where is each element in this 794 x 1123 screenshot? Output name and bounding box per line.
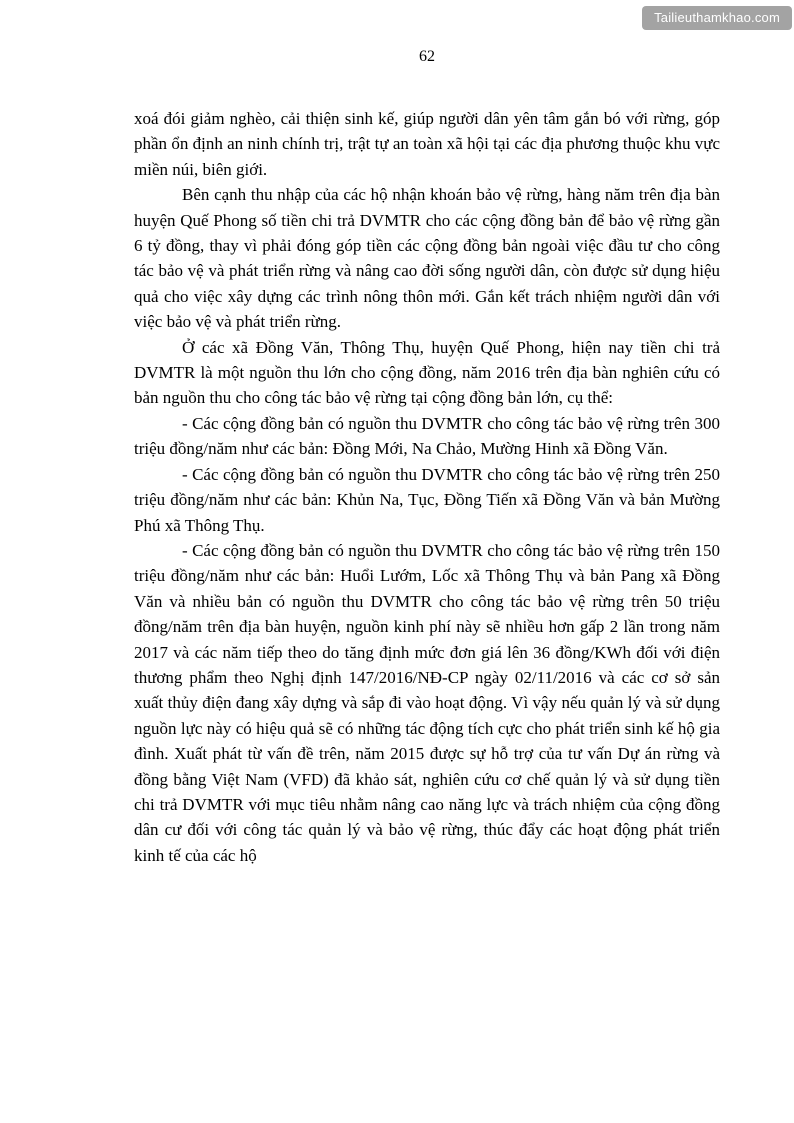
paragraph: - Các cộng đồng bản có nguồn thu DVMTR cho công tác bảo vệ rừng trên 250 triệu đồng/năm như các bản: Khủn Na, Tục, Đồng Tiến xã Đồng Văn và bản Mường Phú xã Thông Thụ. [134,464,720,535]
paragraph: Ở các xã Đồng Văn, Thông Thụ, huyện Quế Phong, hiện nay tiền chi trả DVMTR là một nguồn thu lớn cho cộng đồng, năm 2016 trên địa bàn nghiên cứu có bản nguồn thu cho công tác bảo vệ rừng tại cộng đồng bản lớn, cụ thể: [134,337,720,408]
watermark-badge: Tailieuthamkhao.com [642,6,792,30]
paragraph: xoá đói giảm nghèo, cải thiện sinh kế, giúp người dân yên tâm gắn bó với rừng, góp phần ổn định an ninh chính trị, trật tự an toàn xã hội tại các địa phương thuộc khu vực miền núi, biên giới. [134,109,720,179]
document-body [134,106,720,868]
paragraph: Bên cạnh thu nhập của các hộ nhận khoán bảo vệ rừng, hàng năm trên địa bàn huyện Quế Phong số tiền chi trả DVMTR cho các cộng đồng bản để bảo vệ rừng gần 6 tỷ đồng, thay vì phải đóng góp tiền các cộng đồng bản ngoài việc đầu tư cho công tác bảo vệ và phát triển rừng và nâng cao đời sống người dân, còn được sử dụng hiệu quả cho việc xây dựng các trình nông thôn mới. Gắn kết trách nhiệm người dân với việc bảo vệ và phát triển rừng. [134,185,720,332]
paragraph: - Các cộng đồng bản có nguồn thu DVMTR cho công tác bảo vệ rừng trên 150 triệu đồng/năm như các bản: Huổi Lướm, Lốc xã Thông Thụ và bản Pang xã Đồng Văn và nhiều bản có nguồn thu DVMTR cho công tác bảo vệ rừng trên 50 triệu đồng/năm trên địa bàn huyện, nguồn kinh phí này sẽ nhiều hơn gấp 2 lần trong năm 2017 và các năm tiếp theo do tăng định mức đơn giá lên 36 đồng/KWh đối với điện thương phẩm theo Nghị định 147/2016/NĐ-CP ngày 02/11/2016 và các cơ sở sản xuất thủy điện đang xây dựng và sắp đi vào hoạt động. Vì vậy nếu quản lý và sử dụng nguồn lực này có hiệu quả sẽ có những tác động tích cực cho phát triển sinh kế hộ gia đình. Xuất phát từ vấn đề trên, năm 2015 được sự hỗ trợ của tư vấn Dự án rừng và đồng bằng Việt Nam (VFD) đã khảo sát, nghiên cứu cơ chế quản lý và sử dụng tiền chi trả DVMTR với mục tiêu nhằm nâng cao năng lực và trách nhiệm của cộng đồng dân cư đối với công tác quản lý và bảo vệ rừng, thúc đẩy các hoạt động phát triển kinh tế của các hộ [134,540,720,865]
page-number: 62 [419,48,435,65]
paragraph: - Các cộng đồng bản có nguồn thu DVMTR cho công tác bảo vệ rừng trên 300 triệu đồng/năm như các bản: Đồng Mới, Na Chảo, Mường Hinh xã Đồng Văn. [134,413,720,459]
